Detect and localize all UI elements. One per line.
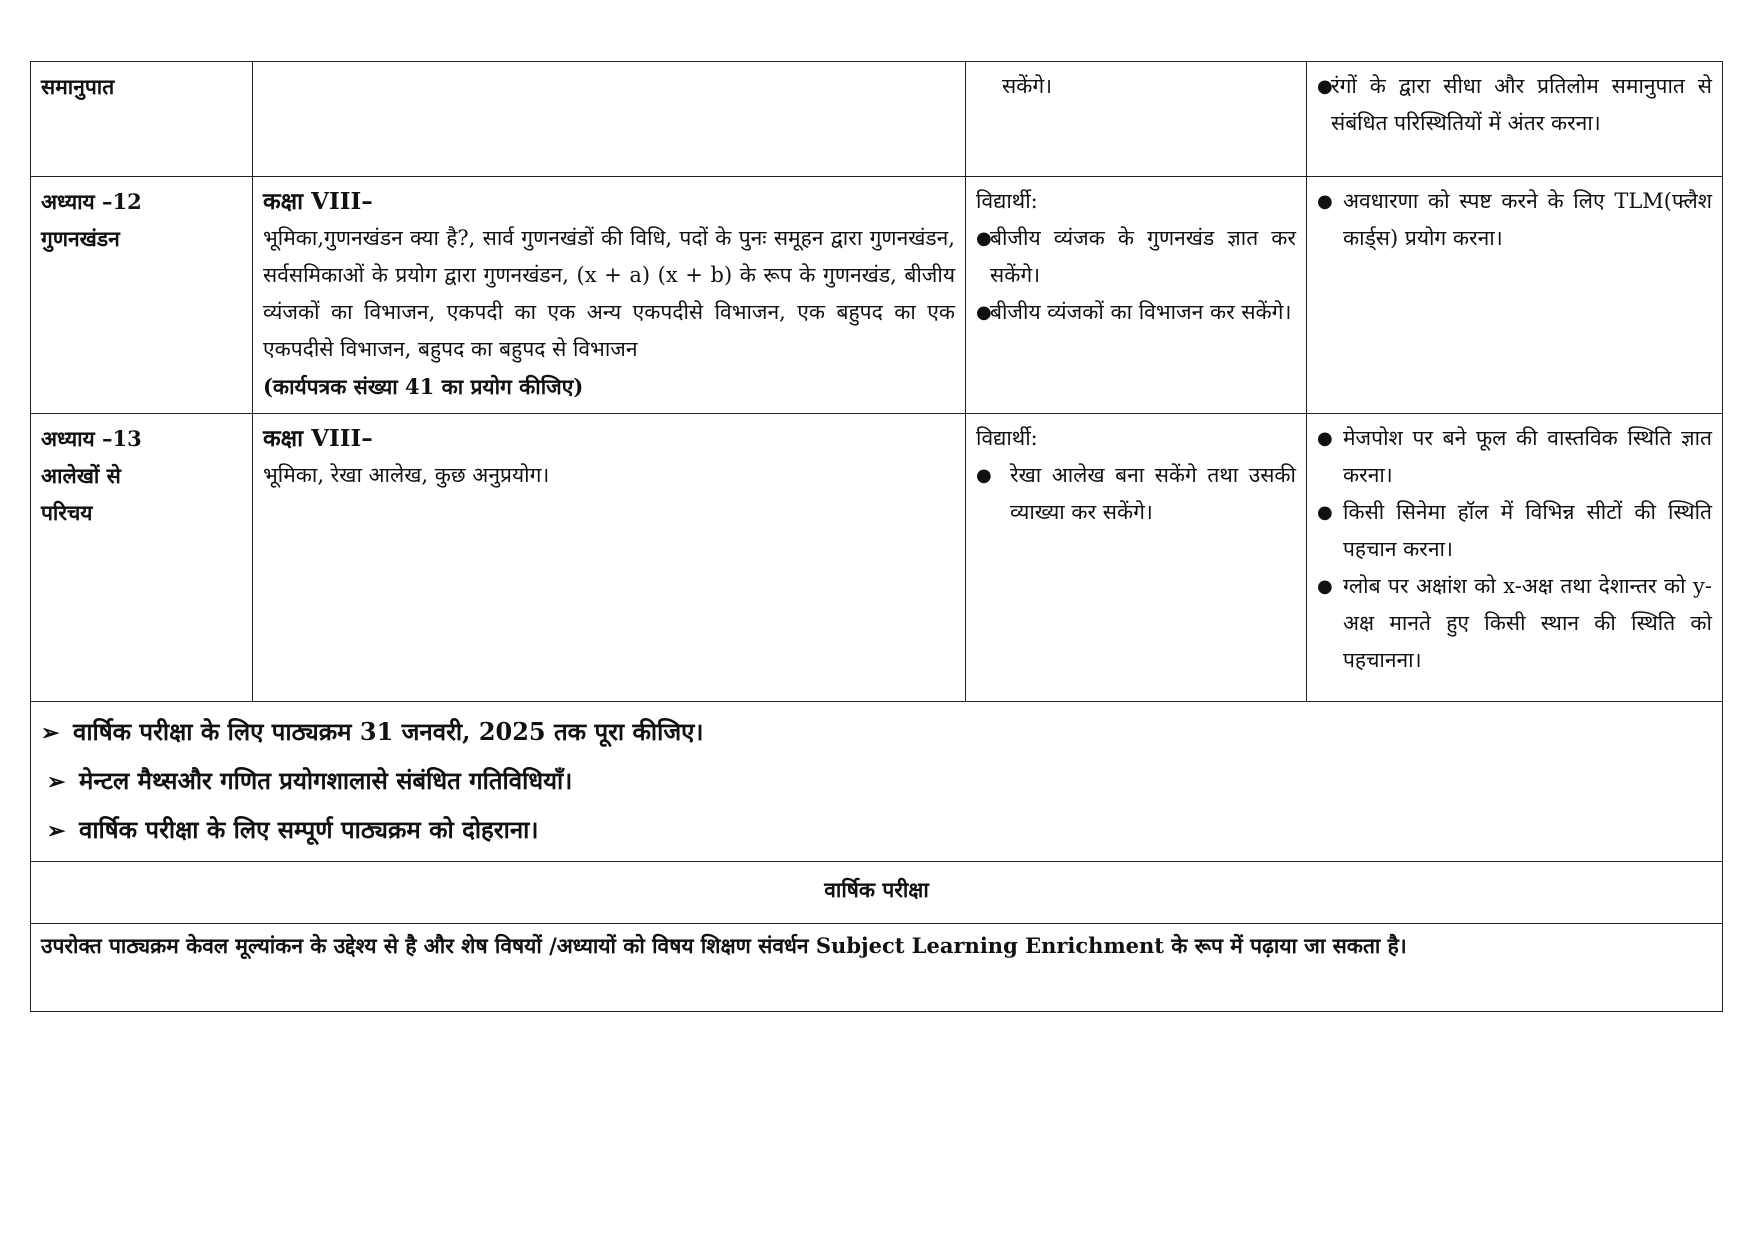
table-row: [31, 177, 1723, 414]
activity-text: अवधारणा को स्पष्ट करने के लिए TLM(फ्लैश कार्ड्स) प्रयोग करना।: [1343, 189, 1712, 250]
chapter-title: परिचय: [41, 500, 93, 525]
activity-text: रंगों के द्वारा सीधा और प्रतिलोम समानुपात से संबंधित परिस्थितियों में अंतर करना।: [1331, 74, 1712, 135]
content-cell: [253, 62, 966, 177]
bullet-dot-icon: ●: [1317, 76, 1333, 97]
chapter-cell: [31, 62, 253, 177]
footer-row: [31, 924, 1723, 1012]
outcome-text: रेखा आलेख बना सकेंगे तथा उसकी व्याख्या कर सकेंगे।: [1010, 463, 1296, 524]
class-heading: कक्षा VIII–: [263, 425, 373, 452]
footer-note: उपरोक्त पाठ्यक्रम केवल मूल्यांकन के उद्देश्य से है और शेष विषयों /अध्यायों को विषय शिक्षण संवर्धन Subject Learning Enrichment के रूप में पढ़ाया जा सकता है।: [31, 924, 1723, 1012]
note-text: मेन्टल मैथ्सऔर गणित प्रयोगशालासे संबंधित गतिविधियाँ।: [79, 766, 573, 795]
note-item: [41, 757, 1712, 806]
activity-cell: [1307, 177, 1723, 414]
note-text: वार्षिक परीक्षा के लिए सम्पूर्ण पाठ्यक्रम को दोहराना।: [79, 815, 539, 844]
syllabus-page: [30, 61, 1722, 1012]
activity-cell: [1307, 414, 1723, 702]
bullet-dot-icon: ●: [976, 465, 992, 486]
activity-text: किसी सिनेमा हॉल में विभिन्न सीटों की स्थिति पहचान करना।: [1343, 500, 1712, 561]
chapter-title: आलेखों से: [41, 463, 121, 488]
list-item: [1317, 568, 1712, 679]
note-text: वार्षिक परीक्षा के लिए पाठ्यक्रम 31 जनवरी, 2025 तक पूरा कीजिए।: [73, 717, 704, 746]
chapter-title: गुणनखंडन: [41, 226, 120, 251]
list-item: [1317, 420, 1712, 494]
content-cell: [253, 414, 966, 702]
class-heading: कक्षा VIII–: [263, 188, 373, 215]
content-text: भूमिका, रेखा आलेख, कुछ अनुप्रयोग।: [263, 463, 550, 487]
notes-cell: [31, 702, 1723, 862]
arrowhead-icon: ➢: [41, 720, 60, 746]
outcome-list: [976, 220, 1296, 331]
outcome-cell: [966, 62, 1307, 177]
list-item: [976, 220, 1296, 294]
note-item: [41, 708, 1712, 757]
chapter-cell: [31, 414, 253, 702]
bullet-dot-icon: ●: [1317, 576, 1333, 597]
table-row: [31, 414, 1723, 702]
activity-text: मेजपोश पर बने फूल की वास्तविक स्थिति ज्ञात करना।: [1343, 426, 1712, 487]
outcome-cell: [966, 177, 1307, 414]
exam-title: वार्षिक परीक्षा: [31, 862, 1723, 924]
chapter-number: अध्याय –13: [41, 426, 142, 451]
activity-text: ग्लोब पर अक्षांश को x-अक्ष तथा देशान्तर को y-अक्ष मानते हुए किसी स्थान की स्थिति को पहचानना।: [1343, 574, 1712, 672]
outcome-text: सकेंगे।: [1002, 74, 1053, 98]
activity-list: [1317, 183, 1712, 257]
list-item: [976, 294, 1296, 331]
bullet-dot-icon: ●: [1317, 428, 1333, 449]
outcome-text: बीजीय व्यंजकों का विभाजन कर सकेंगे।: [990, 300, 1292, 324]
worksheet-note: (कार्यपत्रक संख्या 41 का प्रयोग कीजिए): [263, 374, 584, 399]
notes-row: [31, 702, 1723, 862]
list-item: [1317, 68, 1712, 142]
bullet-dot-icon: ●: [976, 302, 992, 323]
arrowhead-icon: ➢: [47, 769, 66, 795]
table-row: [31, 62, 1723, 177]
outcome-heading: विद्यार्थी:: [976, 426, 1038, 450]
arrowhead-icon: ➢: [47, 818, 66, 844]
content-cell: [253, 177, 966, 414]
bullet-dot-icon: ●: [976, 228, 992, 249]
bullet-dot-icon: ●: [1317, 191, 1333, 212]
chapter-number: अध्याय –12: [41, 189, 142, 214]
exam-title-row: [31, 862, 1723, 924]
content-text: भूमिका,गुणनखंडन क्या है?, सार्व गुणनखंडों की विधि, पदों के पुनः समूहन द्वारा गुणनखंडन, सर्वसमिकाओं के प्रयोग द्वारा गुणनखंडन, (x + a) (x + b) के रूप के गुणनखंड, बीजीय व्यंजकों का विभाजन, एकपदी का एक अन्य एकपदीसे विभाजन, एक बहुपद का एक एकपदीसे विभाजन, बहुपद का बहुपद से विभाजन: [263, 226, 955, 361]
syllabus-table: [30, 61, 1723, 1012]
activity-cell: [1307, 62, 1723, 177]
activity-list: [1317, 68, 1712, 142]
bullet-dot-icon: ●: [1317, 502, 1333, 523]
chapter-cell: [31, 177, 253, 414]
activity-list: [1317, 420, 1712, 679]
outcome-list: [976, 457, 1296, 531]
chapter-title: समानुपात: [41, 74, 115, 99]
list-item: [1317, 494, 1712, 568]
list-item: [976, 457, 1296, 531]
outcome-heading: विद्यार्थी:: [976, 189, 1038, 213]
list-item: [1317, 183, 1712, 257]
outcome-cell: [966, 414, 1307, 702]
outcome-text: बीजीय व्यंजक के गुणनखंड ज्ञात कर सकेंगे।: [990, 226, 1296, 287]
note-item: [41, 806, 1712, 855]
